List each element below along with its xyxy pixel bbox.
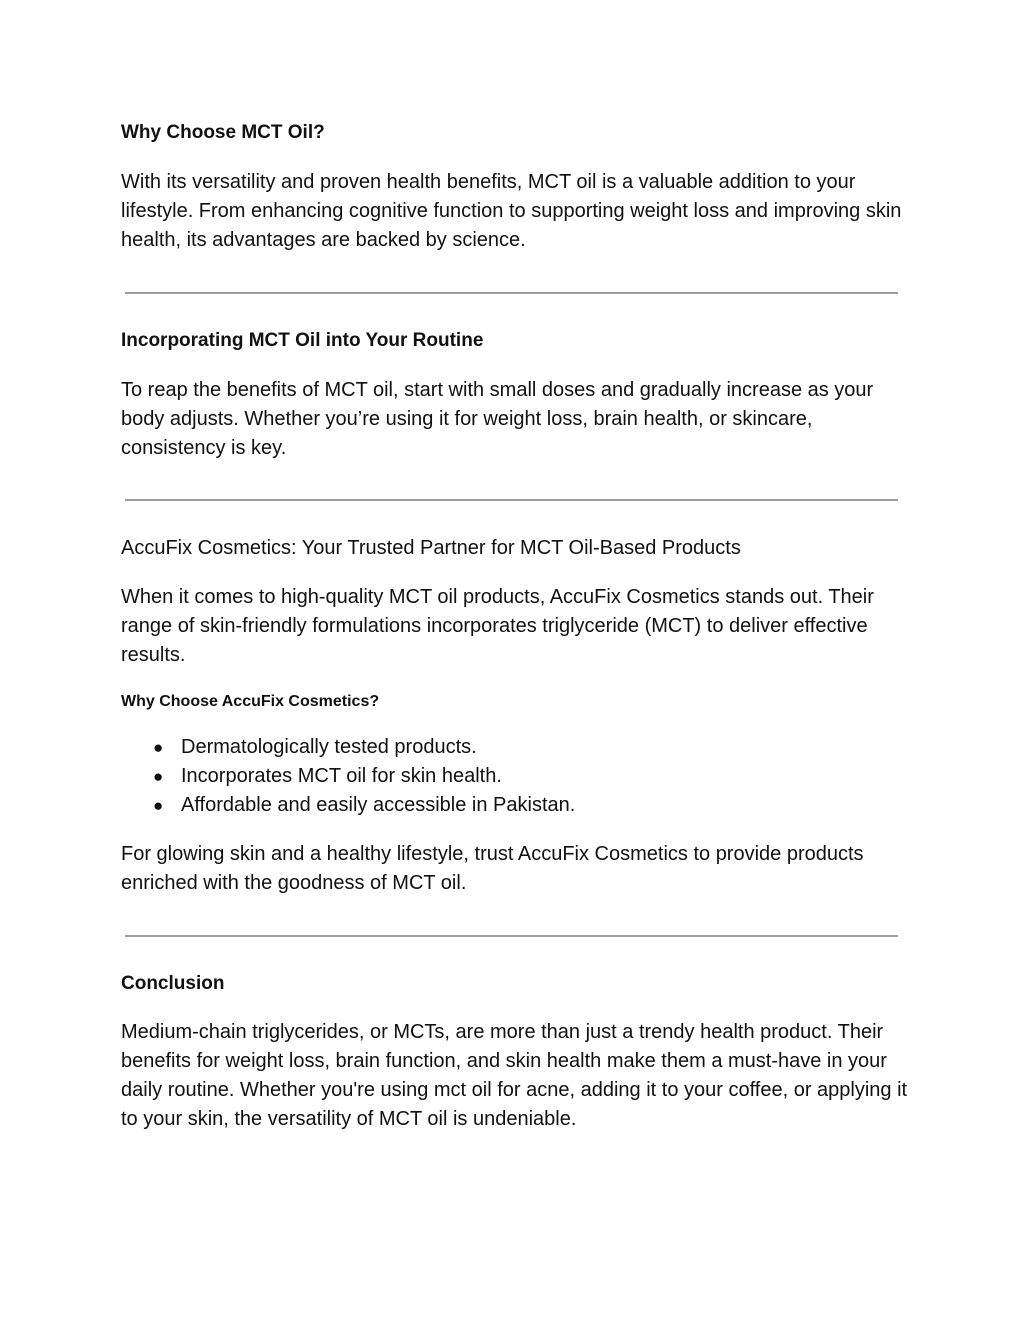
closing-paragraph: For glowing skin and a healthy lifestyle, trust AccuFix Cosmetics to provide products enriched with the goodness of MCT oil.	[121, 843, 864, 894]
section-heading-why-mct: Why Choose MCT Oil?	[121, 122, 325, 143]
bullet-list	[121, 733, 911, 820]
bullet-icon: ●	[153, 738, 164, 757]
bullet-icon: ●	[153, 767, 164, 786]
section-body-why-mct: With its versatility and proven health benefits, MCT oil is a valuable addition to your lifestyle. From enhancing cognitive function to supporting weight loss and improving skin health, its advantages are backed by science.	[121, 171, 902, 251]
list-item-text: Affordable and easily accessible in Pakistan.	[181, 794, 576, 816]
list-item	[121, 733, 911, 762]
list-item-text: Dermatologically tested products.	[181, 736, 477, 758]
section-body-conclusion: Medium-chain triglycerides, or MCTs, are more than just a trendy health product. Their benefits for weight loss, brain function, and skin health make them a must-have in your daily routine. Whether you're using mct oil for acne, adding it to your coffee, or applying it to your skin, the versatility of MCT oil is undeniable.	[121, 1021, 908, 1130]
section-heading-conclusion: Conclusion	[121, 973, 225, 994]
section-body-accufix: When it comes to high-quality MCT oil products, AccuFix Cosmetics stands out. Their range of skin-friendly formulations incorporates triglyceride (MCT) to deliver effective results.	[121, 586, 874, 666]
bullet-icon: ●	[153, 796, 164, 815]
list-item	[121, 791, 911, 820]
section-heading-accufix: AccuFix Cosmetics: Your Trusted Partner for MCT Oil-Based Products	[121, 537, 741, 559]
list-item-text: Incorporates MCT oil for skin health.	[181, 765, 502, 787]
section-body-routine: To reap the benefits of MCT oil, start with small doses and gradually increase as your body adjusts. Whether you’re using it for weight loss, brain health, or skincare, consistency is key.	[121, 379, 874, 459]
horizontal-divider	[125, 935, 898, 937]
section-heading-routine: Incorporating MCT Oil into Your Routine	[121, 330, 484, 351]
subheading-why-accufix: Why Choose AccuFix Cosmetics?	[121, 693, 380, 710]
horizontal-divider	[125, 499, 898, 501]
list-item	[121, 762, 911, 791]
horizontal-divider	[125, 292, 898, 294]
